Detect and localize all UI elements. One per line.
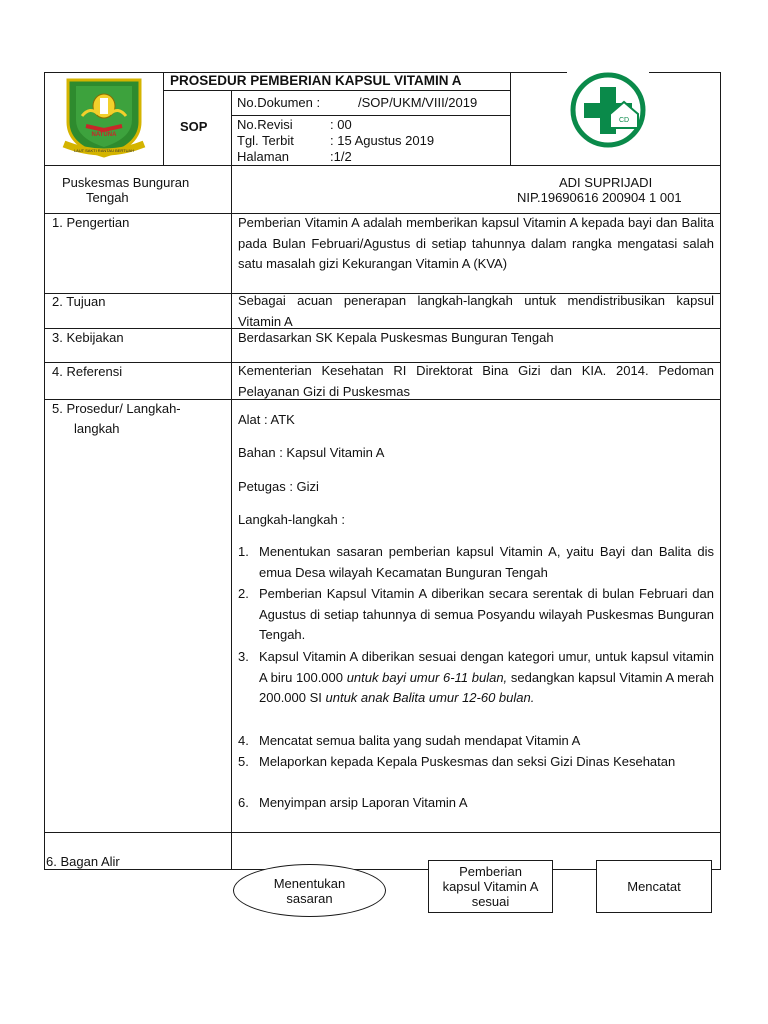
puskesmas-name-line1: Puskesmas Bunguran: [62, 175, 190, 190]
tujuan-label: 2. Tujuan: [52, 294, 106, 309]
meta-revisi-label: No.Revisi: [237, 117, 293, 132]
prosedur-petugas: Petugas : Gizi: [238, 479, 319, 494]
row-line-dok: [231, 115, 511, 116]
svg-text:CD: CD: [618, 117, 630, 124]
tujuan-text: Sebagai acuan penerapan langkah-langkah untuk mendistribusikan kapsul Vitamin A: [238, 293, 714, 329]
meta-revisi-value: : 00: [330, 117, 352, 132]
flow-node-menentukan: [233, 864, 386, 917]
step-3-number: 3.: [238, 649, 249, 664]
flow-node-mencatat: [596, 860, 712, 913]
bagan-alir-label: 6. Bagan Alir: [46, 854, 120, 869]
step-5-text: Melaporkan kepada Kepala Puskesmas dan seksi Gizi Dinas Kesehatan: [259, 754, 676, 769]
table-border-left: [44, 72, 45, 870]
natuna-crest-logo: [58, 76, 150, 158]
puskesmas-name-line2: Tengah: [86, 190, 129, 205]
document-title: PROSEDUR PEMBERIAN KAPSUL VITAMIN A: [170, 73, 462, 88]
meta-dokumen-value: /SOP/UKM/VIII/2019: [358, 95, 478, 110]
flow-node-pemberian-label: Pemberian kapsul Vitamin A sesuai: [442, 864, 539, 909]
table-border-top-right: [649, 72, 721, 73]
referensi-label: 4. Referensi: [52, 364, 123, 379]
step-3-text-c: sedangkan kapsul Vitamin A merah 200.000 SI: [259, 669, 714, 705]
signer-name: ADI SUPRIJADI: [559, 175, 653, 190]
prosedur-label-line2: langkah: [74, 421, 120, 436]
step-1-text: Menentukan sasaran pemberian kapsul Vitamin A, yaitu Bayi dan Balita dis emua Desa wilayah Kecamatan Bunguran Tengah: [259, 544, 714, 580]
meta-dokumen-label: No.Dokumen :: [237, 95, 321, 110]
flow-node-pemberian: [428, 860, 553, 913]
pengertian-label: 1. Pengertian: [52, 215, 130, 230]
meta-terbit-label: Tgl. Terbit: [237, 133, 294, 148]
referensi-text: Kementerian Kesehatan RI Direktorat Bina Gizi dan KIA. 2014. Pedoman Pelayanan Gizi di Puskesmas: [238, 363, 714, 399]
step-2-number: 2.: [238, 586, 249, 601]
step-6-text: Menyimpan arsip Laporan Vitamin A: [259, 795, 468, 810]
pengertian-text: Pemberian Vitamin A adalah memberikan kapsul Vitamin A kepada bayi dan Balita pada Bulan Februari/Agustus di setiap tahunnya dalam rangka mengatasi salah satu masalah gizi Kekurangan Vitamin A (KVA): [238, 215, 714, 271]
svg-text:LAUT SAKTI RANTAU BERTUAH: LAUT SAKTI RANTAU BERTUAH: [73, 148, 135, 153]
puskesmas-logo: [566, 70, 650, 150]
prosedur-label-line1: 5. Prosedur/ Langkah-: [52, 401, 181, 416]
step-4-number: 4.: [238, 733, 249, 748]
step-3-text-a: Kapsul Vitamin A diberikan sesuai dengan kategori umur, untuk kapsul vitamin A biru 100.000: [259, 649, 714, 685]
meta-halaman-value: :1/2: [330, 149, 352, 164]
prosedur-langkah-title: Langkah-langkah :: [238, 512, 345, 527]
meta-halaman-label: Halaman: [237, 149, 290, 164]
col-divider-3: [510, 72, 511, 165]
step-6-number: 6.: [238, 795, 249, 810]
step-4-text: Mencatat semua balita yang sudah mendapat Vitamin A: [259, 733, 581, 748]
step-1-number: 1.: [238, 544, 249, 559]
col-divider-1: [163, 72, 164, 165]
prosedur-alat: Alat : ATK: [238, 412, 295, 427]
step-5-number: 5.: [238, 754, 249, 769]
row-line-header: [44, 165, 721, 166]
step-3-text-d: untuk anak Balita umur 12-60 bulan.: [325, 690, 535, 705]
signer-nip: NIP.19690616 200904 1 001: [517, 190, 682, 205]
step-2-text: Pemberian Kapsul Vitamin A diberikan secara serentak di bulan Februari dan Agustus di setiap tahunnya di semua Posyandu wilayah Puskesmas Bunguran Tengah.: [259, 586, 714, 642]
row-line-title: [163, 90, 511, 91]
flow-node-mencatat-label: Mencatat: [627, 879, 681, 894]
step-3-text: [259, 647, 714, 709]
kebijakan-label: 3. Kebijakan: [52, 330, 124, 345]
kebijakan-text: Berdasarkan SK Kepala Puskesmas Bunguran Tengah: [238, 330, 554, 345]
table-border-right: [720, 72, 721, 870]
sop-label: SOP: [180, 119, 208, 134]
col-divider-2: [231, 90, 232, 870]
svg-text:NATUNA: NATUNA: [91, 132, 117, 138]
meta-terbit-value: : 15 Agustus 2019: [330, 133, 435, 148]
step-3-text-b: untuk bayi umur 6-11 bulan,: [346, 669, 508, 685]
flow-node-menentukan-label: Menentukan sasaran: [273, 875, 346, 906]
prosedur-bahan: Bahan : Kapsul Vitamin A: [238, 445, 385, 460]
row-line-prosedur: [44, 832, 721, 833]
